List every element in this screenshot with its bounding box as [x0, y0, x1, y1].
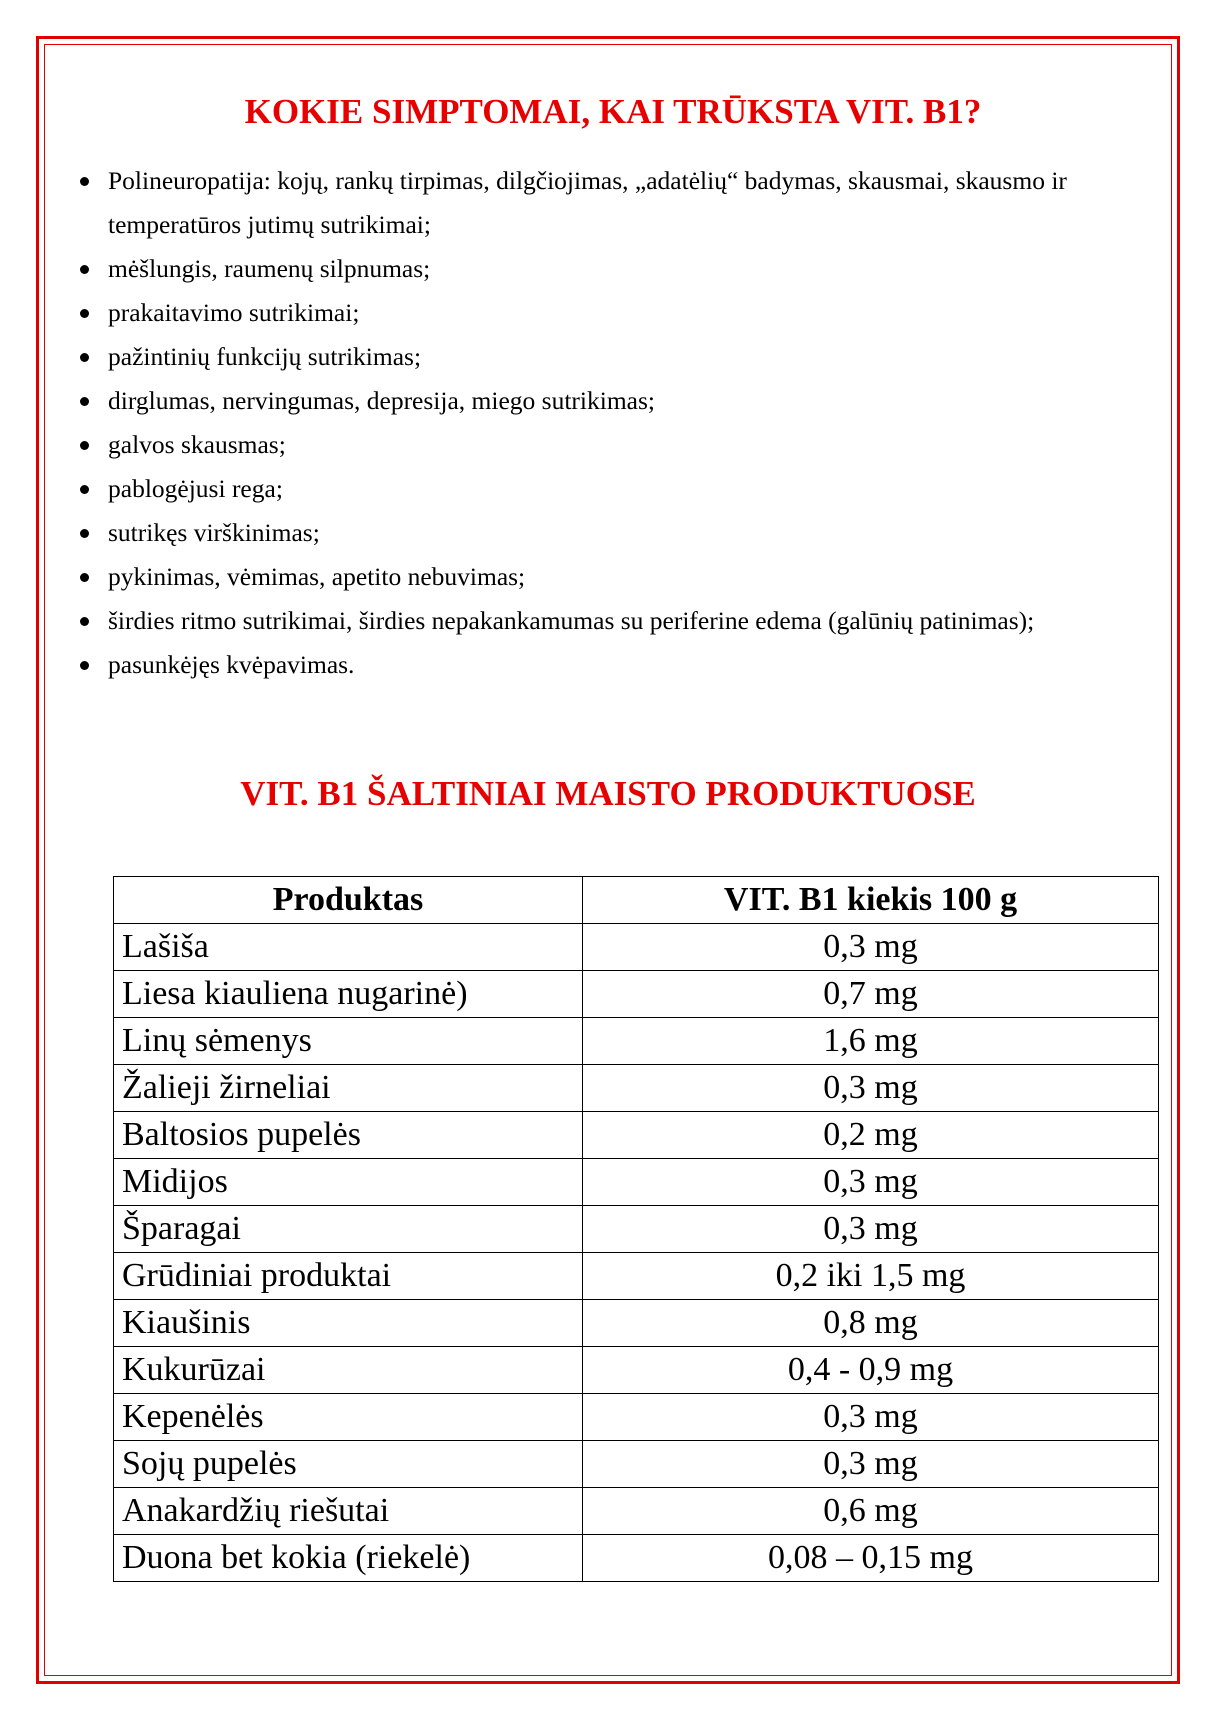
- symptom-text: prakaitavimo sutrikimai;: [108, 298, 360, 327]
- symptom-text: pasunkėjęs kvėpavimas.: [108, 650, 355, 679]
- amount-cell: 1,6 mg: [583, 1018, 1159, 1065]
- column-header-product: Produktas: [114, 877, 583, 924]
- amount-cell: 0,7 mg: [583, 971, 1159, 1018]
- table-row: [114, 1394, 1159, 1441]
- symptom-text: dirglumas, nervingumas, depresija, miego sutrikimas;: [108, 386, 655, 415]
- amount-cell: 0,3 mg: [583, 1206, 1159, 1253]
- bullet-icon: [80, 353, 89, 362]
- symptom-text: galvos skausmas;: [108, 430, 286, 459]
- product-cell: Kiaušinis: [114, 1300, 583, 1347]
- product-cell: Linų sėmenys: [114, 1018, 583, 1065]
- table-row: [114, 1112, 1159, 1159]
- product-cell: Midijos: [114, 1159, 583, 1206]
- amount-cell: 0,2 mg: [583, 1112, 1159, 1159]
- table-row: [114, 1018, 1159, 1065]
- list-item: [108, 335, 1198, 379]
- column-header-amount: VIT. B1 kiekis 100 g: [583, 877, 1159, 924]
- table-row: [114, 1065, 1159, 1112]
- symptom-text: Polineuropatija: kojų, rankų tirpimas, dilgčiojimas, „adatėlių“ badymas, skausmai, skausmo ir temperatūros jutimų sutrikimai;: [108, 166, 1067, 239]
- table-row: [114, 1300, 1159, 1347]
- symptoms-heading: KOKIE SIMPTOMAI, KAI TRŪKSTA VIT. B1?: [244, 92, 982, 131]
- list-item: [108, 159, 1198, 247]
- bullet-icon: [80, 485, 89, 494]
- product-cell: Kukurūzai: [114, 1347, 583, 1394]
- symptoms-list: [70, 159, 1198, 687]
- table-row: [114, 1347, 1159, 1394]
- symptom-text: mėšlungis, raumenų silpnumas;: [108, 254, 431, 283]
- list-item: [108, 599, 1198, 643]
- list-item: [108, 291, 1198, 335]
- bullet-icon: [80, 661, 89, 670]
- bullet-icon: [80, 397, 89, 406]
- list-item: [108, 423, 1198, 467]
- sources-heading: VIT. B1 ŠALTINIAI MAISTO PRODUKTUOSE: [240, 774, 976, 813]
- product-cell: Žalieji žirneliai: [114, 1065, 583, 1112]
- table-row: [114, 1159, 1159, 1206]
- amount-cell: 0,3 mg: [583, 924, 1159, 971]
- product-cell: Lašiša: [114, 924, 583, 971]
- symptom-text: sutrikęs virškinimas;: [108, 518, 320, 547]
- bullet-icon: [80, 529, 89, 538]
- product-cell: Kepenėlės: [114, 1394, 583, 1441]
- product-cell: Anakardžių riešutai: [114, 1488, 583, 1535]
- list-item: [108, 379, 1198, 423]
- amount-cell: 0,3 mg: [583, 1441, 1159, 1488]
- bullet-icon: [80, 617, 89, 626]
- amount-cell: 0,8 mg: [583, 1300, 1159, 1347]
- product-cell: Liesa kiauliena nugarinė): [114, 971, 583, 1018]
- product-cell: Šparagai: [114, 1206, 583, 1253]
- symptom-text: pažintinių funkcijų sutrikimas;: [108, 342, 422, 371]
- list-item: [108, 511, 1198, 555]
- symptom-text: pablogėjusi rega;: [108, 474, 283, 503]
- bullet-icon: [80, 265, 89, 274]
- amount-cell: 0,08 – 0,15 mg: [583, 1535, 1159, 1582]
- table-row: [114, 1253, 1159, 1300]
- amount-cell: 0,6 mg: [583, 1488, 1159, 1535]
- symptom-text: širdies ritmo sutrikimai, širdies nepakankamumas su periferine edema (galūnių patinimas);: [108, 606, 1035, 635]
- product-cell: Sojų pupelės: [114, 1441, 583, 1488]
- product-cell: Grūdiniai produktai: [114, 1253, 583, 1300]
- list-item: [108, 643, 1198, 687]
- bullet-icon: [80, 309, 89, 318]
- table-row: [114, 1206, 1159, 1253]
- list-item: [108, 555, 1198, 599]
- amount-cell: 0,3 mg: [583, 1394, 1159, 1441]
- table-row: [114, 1488, 1159, 1535]
- bullet-icon: [80, 441, 89, 450]
- product-cell: Baltosios pupelės: [114, 1112, 583, 1159]
- table-row: [114, 971, 1159, 1018]
- amount-cell: 0,2 iki 1,5 mg: [583, 1253, 1159, 1300]
- product-cell: Duona bet kokia (riekelė): [114, 1535, 583, 1582]
- vitamin-b1-sources-table: [113, 876, 1159, 1582]
- symptom-text: pykinimas, vėmimas, apetito nebuvimas;: [108, 562, 526, 591]
- table-row: [114, 1441, 1159, 1488]
- list-item: [108, 247, 1198, 291]
- amount-cell: 0,3 mg: [583, 1065, 1159, 1112]
- table-header-row: [114, 877, 1159, 924]
- table-row: [114, 924, 1159, 971]
- bullet-icon: [80, 177, 89, 186]
- amount-cell: 0,4 - 0,9 mg: [583, 1347, 1159, 1394]
- table-row: [114, 1535, 1159, 1582]
- bullet-icon: [80, 573, 89, 582]
- amount-cell: 0,3 mg: [583, 1159, 1159, 1206]
- list-item: [108, 467, 1198, 511]
